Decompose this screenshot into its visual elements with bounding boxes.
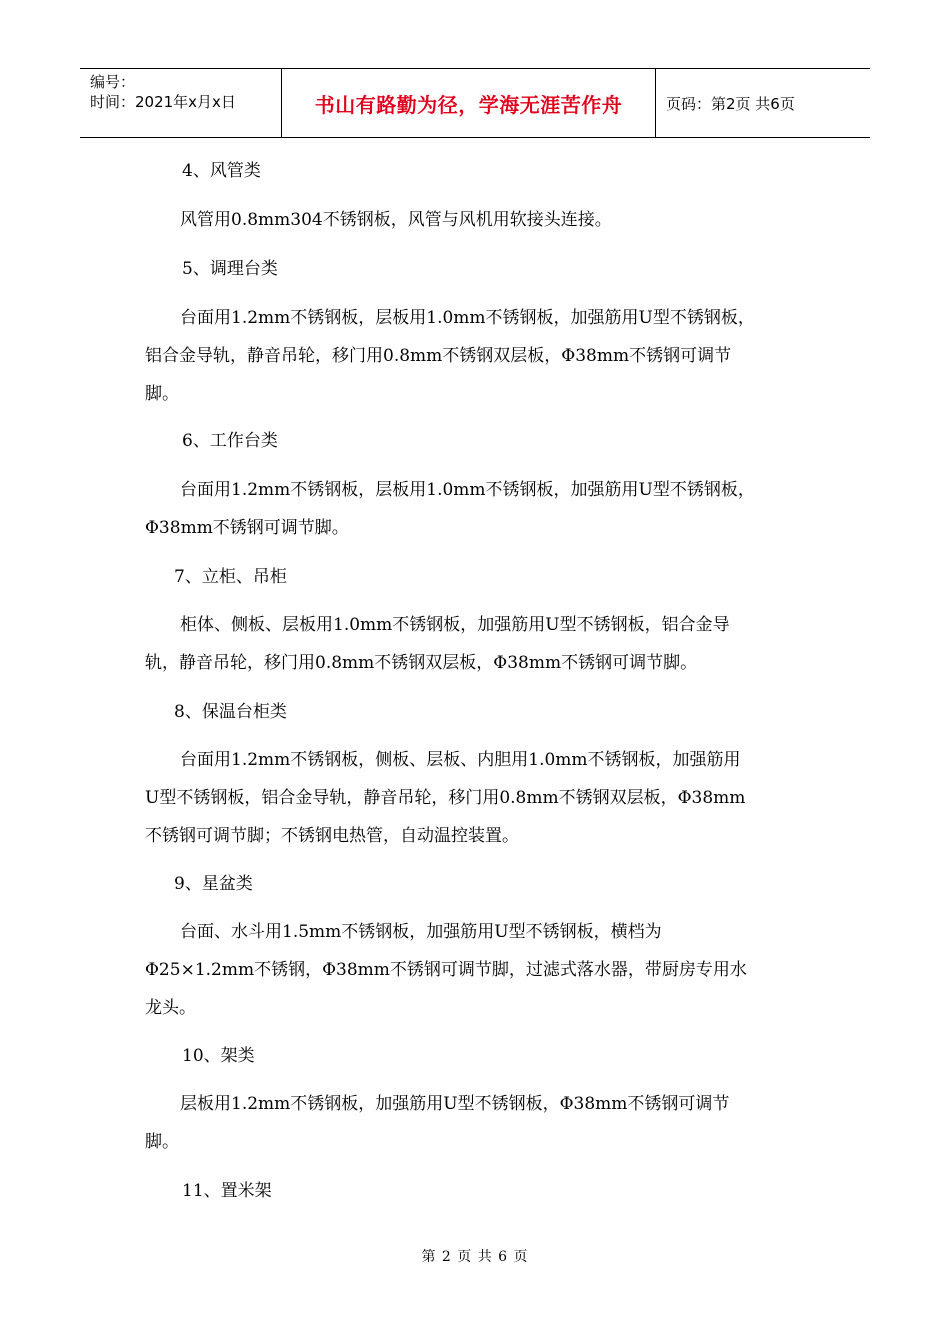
section-text-6-line1: 台面用1.2mm不锈钢板，层板用1.0mm不锈钢板，加强筋用U型不锈钢板，	[180, 480, 755, 500]
doc-number-label: 编号：	[90, 73, 136, 91]
doc-time-label: 时间：2021年x月x日	[90, 93, 236, 111]
section-heading-5: 5、调理台类	[182, 259, 278, 279]
header-motto: 书山有路勤为径，学海无涯苦作舟	[314, 92, 623, 117]
section-text-4: 风管用0.8mm304不锈钢板，风管与风机用软接头连接。	[180, 210, 612, 230]
header-page-info: 页码：第2页 共6页	[666, 94, 795, 113]
section-text-9-line2: Φ25×1.2mm不锈钢，Φ38mm不锈钢可调节脚，过滤式落水器，带厨房专用水	[145, 960, 747, 980]
section-text-7-line2: 轨，静音吊轮，移门用0.8mm不锈钢双层板，Φ38mm不锈钢可调节脚。	[145, 653, 698, 673]
section-heading-10: 10、架类	[182, 1046, 255, 1066]
header-motto-cell	[282, 69, 656, 137]
section-text-10-line2: 脚。	[145, 1132, 179, 1152]
section-heading-7: 7、立柜、吊柜	[174, 567, 287, 587]
section-text-6-line2: Φ38mm不锈钢可调节脚。	[145, 518, 349, 538]
section-text-7-line1: 柜体、侧板、层板用1.0mm不锈钢板，加强筋用U型不锈钢板，铝合金导	[180, 615, 730, 635]
header-meta	[80, 69, 282, 137]
section-heading-4: 4、风管类	[182, 161, 261, 181]
section-text-5-line3: 脚。	[145, 384, 179, 404]
section-text-5-line2: 铝合金导轨，静音吊轮，移门用0.8mm不锈钢双层板，Φ38mm不锈钢可调节	[145, 346, 732, 366]
section-text-5-line1: 台面用1.2mm不锈钢板，层板用1.0mm不锈钢板，加强筋用U型不锈钢板，	[180, 308, 755, 328]
page-footer: 第 2 页 共 6 页	[421, 1249, 529, 1265]
section-heading-9: 9、星盆类	[174, 874, 253, 894]
section-text-9-line1: 台面、水斗用1.5mm不锈钢板，加强筋用U型不锈钢板，横档为	[180, 922, 662, 942]
section-heading-8: 8、保温台柜类	[174, 702, 287, 722]
section-heading-6: 6、工作台类	[182, 431, 278, 451]
page-header	[80, 68, 870, 138]
section-text-8-line3: 不锈钢可调节脚；不锈钢电热管，自动温控装置。	[145, 826, 519, 846]
section-text-8-line1: 台面用1.2mm不锈钢板，侧板、层板、内胆用1.0mm不锈钢板，加强筋用	[180, 750, 741, 770]
section-heading-11: 11、置米架	[182, 1181, 272, 1201]
section-text-9-line3: 龙头。	[145, 998, 196, 1018]
section-text-8-line2: U型不锈钢板，铝合金导轨，静音吊轮，移门用0.8mm不锈钢双层板，Φ38mm	[145, 788, 746, 808]
section-text-10-line1: 层板用1.2mm不锈钢板，加强筋用U型不锈钢板，Φ38mm不锈钢可调节	[180, 1094, 730, 1114]
